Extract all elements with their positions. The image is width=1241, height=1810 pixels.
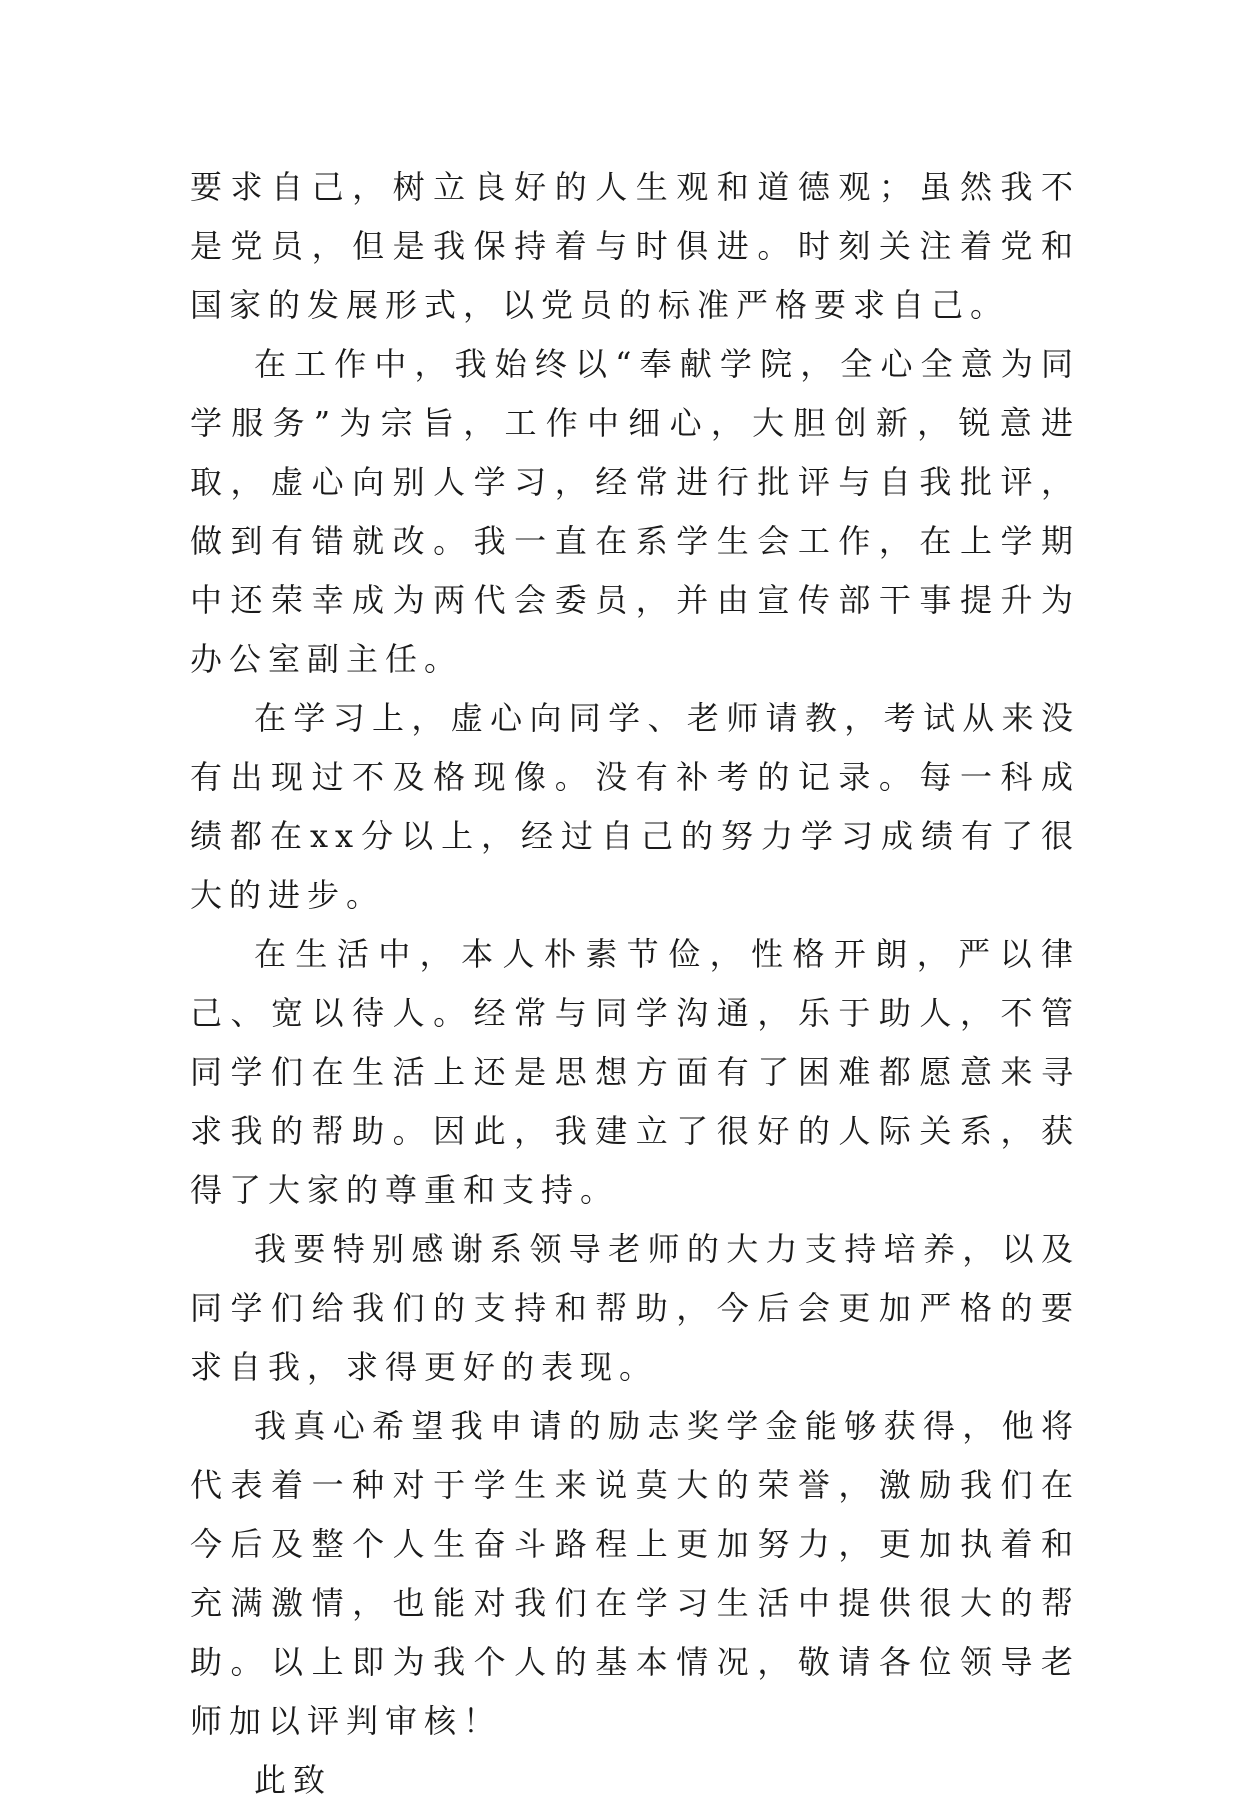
paragraph-study: 在学习上，虚心向同学、老师请教，考试从来没有出现过不及格现像。没有补考的记录。每一科成绩都在xx分以上，经过自己的努力学习成绩有了很大的进步。 xyxy=(190,699,1080,914)
letter-body xyxy=(190,158,1080,1810)
paragraph-work: 在工作中，我始终以“奉献学院，全心全意为同学服务”为宗旨，工作中细心，大胆创新，锐意进取，虚心向别人学习，经常进行批评与自我批评，做到有错就改。我一直在系学生会工作，在上学期中还荣幸成为两代会委员，并由宣传部干事提升为办公室副主任。 xyxy=(190,345,1080,678)
closing-salutation: 此致 xyxy=(254,1761,333,1799)
paragraph-life: 在生活中，本人朴素节俭，性格开朗，严以律己、宽以待人。经常与同学沟通，乐于助人，不管同学们在生活上还是思想方面有了困难都愿意来寻求我的帮助。因此，我建立了很好的人际关系，获得了大家的尊重和支持。 xyxy=(190,935,1080,1209)
paragraph-hope: 我真心希望我申请的励志奖学金能够获得，他将代表着一种对于学生来说莫大的荣誉，激励我们在今后及整个人生奋斗路程上更加努力，更加执着和充满激情，也能对我们在学习生活中提供很大的帮助。以上即为我个人的基本情况，敬请各位领导老师加以评判审核！ xyxy=(190,1407,1080,1740)
paragraph-continuation: 要求自己，树立良好的人生观和道德观；虽然我不是党员，但是我保持着与时俱进。时刻关注着党和国家的发展形式，以党员的标准严格要求自己。 xyxy=(190,168,1080,324)
paragraph-thanks: 我要特别感谢系领导老师的大力支持培养，以及同学们给我们的支持和帮助，今后会更加严格的要求自我，求得更好的表现。 xyxy=(190,1230,1080,1386)
